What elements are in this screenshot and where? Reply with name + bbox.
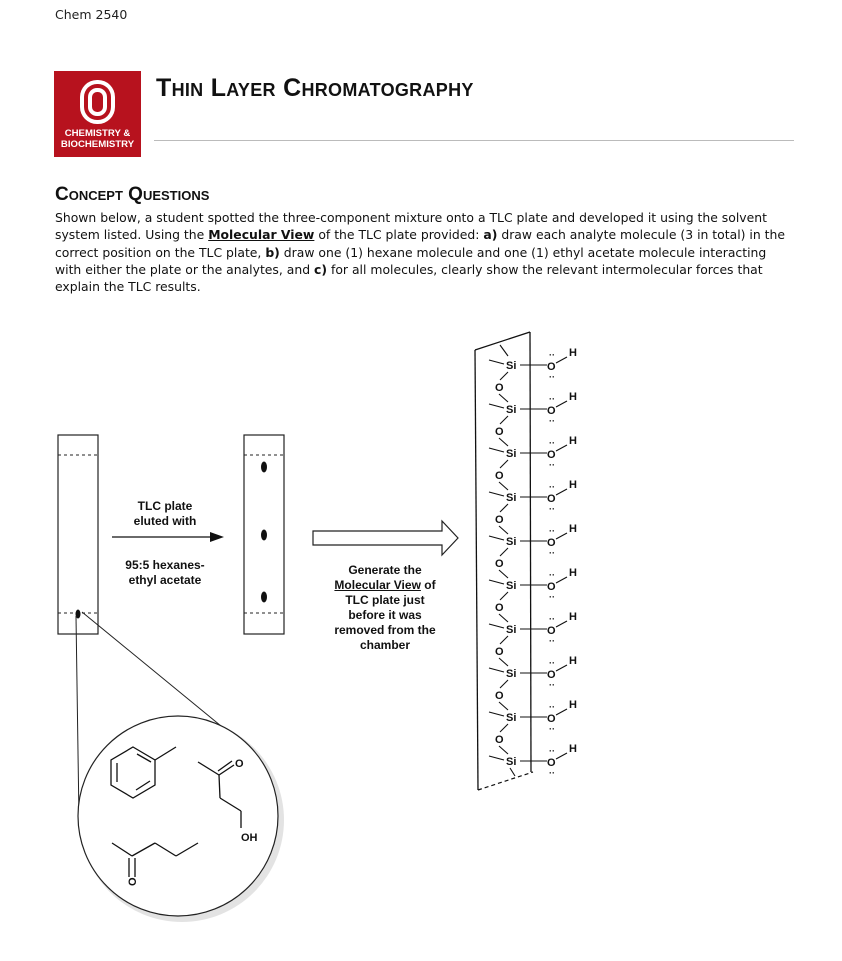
course-label: Chem 2540 (55, 7, 128, 22)
o-si-chain (499, 526, 508, 534)
hydroxyl-oxygen: O (547, 449, 556, 461)
o-si-chain (499, 438, 508, 446)
si-o-chain (500, 372, 508, 380)
si-bond-left (489, 404, 504, 408)
lone-pair-bottom: ·· (549, 680, 555, 690)
para-text-2: of the TLC plate provided: (314, 227, 484, 243)
oh-bond (556, 753, 567, 759)
si-atom: Si (506, 448, 517, 460)
lone-pair-bottom: ·· (549, 636, 555, 646)
si-atom: Si (506, 624, 517, 636)
oh-bond (556, 533, 567, 539)
si-atom: Si (506, 712, 517, 724)
butanone-o-label: O (127, 877, 139, 886)
lone-pair-top: ·· (549, 394, 555, 404)
si-bond-left (489, 712, 504, 716)
bridge-oxygen: O (495, 602, 504, 614)
hydroxyl-hydrogen: H (569, 347, 577, 359)
elution-arrow (112, 532, 224, 542)
oh-bond (556, 577, 567, 583)
lone-pair-top: ·· (549, 702, 555, 712)
oh-bond (556, 489, 567, 495)
para-c-label: c) (314, 261, 328, 277)
hydroxyl-oxygen: O (547, 581, 556, 593)
si-bond-left (489, 360, 504, 364)
silica-plate (475, 332, 533, 790)
bridge-oxygen: O (495, 558, 504, 570)
generate-label-1: Generate the (348, 563, 422, 577)
si-atom: Si (506, 580, 517, 592)
para-a-text: draw each analyte molecule (3 in total) in the correct position on the TLC plate, (55, 227, 785, 260)
hydroxyl-oxygen: O (547, 669, 556, 681)
lone-pair-top: ·· (549, 482, 555, 492)
generate-of: of (420, 578, 436, 592)
para-text-1: Shown below, a student spotted the three-component mixture onto a TLC plate and developed it using the solvent system listed. Using the (55, 210, 767, 243)
generate-molecular-view: Molecular View (334, 578, 421, 592)
hydroxyl-hydrogen: H (569, 699, 577, 711)
solvent-label-2: ethyl acetate (128, 573, 202, 587)
chain-top-end (500, 345, 508, 356)
hydroxyl-oxygen: O (547, 493, 556, 505)
si-o-chain (500, 592, 508, 600)
elution-label (118, 499, 212, 529)
si-bond-left (489, 492, 504, 496)
para-a-label: a) (483, 227, 498, 243)
o-si-chain (499, 746, 508, 754)
lone-pair-bottom: ·· (549, 504, 555, 514)
si-bond-left (489, 580, 504, 584)
o-si-chain (499, 570, 508, 578)
elution-label-2: eluted with (133, 514, 197, 528)
generate-label-6: chamber (359, 638, 411, 652)
hydroxyl-oxygen: O (547, 537, 556, 549)
hydroxyl-oxygen: O (547, 713, 556, 725)
para-b-text: draw one (1) hexane molecule and one (1) ethyl acetate molecule interacting with either the plate or the analytes, and (55, 244, 767, 277)
hydroxyl-oxygen: O (547, 757, 556, 769)
si-bond-left (489, 668, 504, 672)
lone-pair-bottom: ·· (549, 460, 555, 470)
lone-pair-top: ·· (549, 350, 555, 360)
section-heading: Concept Questions (55, 184, 210, 205)
lone-pair-top: ·· (549, 438, 555, 448)
oh-bond (556, 357, 567, 363)
hydroxyl-hydrogen: H (569, 523, 577, 535)
hydroxyl-oxygen: O (547, 625, 556, 637)
si-o-chain (500, 636, 508, 644)
oh-bond (556, 709, 567, 715)
lone-pair-bottom: ·· (549, 768, 555, 778)
lone-pair-bottom: ·· (549, 592, 555, 602)
bridge-oxygen: O (495, 734, 504, 746)
tlc-plate-spotted (58, 435, 98, 634)
o-si-chain (499, 614, 508, 622)
si-o-chain (500, 460, 508, 468)
si-bond-left (489, 624, 504, 628)
zoom-callout (76, 612, 284, 922)
si-o-chain (500, 724, 508, 732)
si-atom: Si (506, 360, 517, 372)
si-o-chain (500, 416, 508, 424)
hydroxyl-hydrogen: H (569, 611, 577, 623)
elution-label-1: TLC plate (137, 499, 193, 513)
lone-pair-bottom: ·· (549, 724, 555, 734)
solvent-label (110, 558, 220, 588)
spot-top (261, 462, 267, 473)
o-si-chain (499, 482, 508, 490)
hydroxyl-hydrogen: H (569, 743, 577, 755)
spot-bottom (261, 592, 267, 603)
lone-pair-bottom: ·· (549, 548, 555, 558)
oh-bond (556, 621, 567, 627)
bridge-oxygen: O (495, 426, 504, 438)
spot-middle (261, 530, 267, 541)
oh-bond (556, 401, 567, 407)
si-bond-left (489, 756, 504, 760)
si-o-chain (500, 504, 508, 512)
hydroxyl-hydrogen: H (569, 655, 577, 667)
hydroxyl-oxygen: O (547, 405, 556, 417)
bridge-oxygen: O (495, 646, 504, 658)
si-atom: Si (506, 756, 517, 768)
page-title: Thin Layer Chromatography (156, 74, 474, 102)
oh-bond (556, 445, 567, 451)
ketone-o-label: O (235, 758, 244, 770)
para-b-label: b) (265, 244, 280, 260)
lone-pair-bottom: ·· (549, 372, 555, 382)
o-si-chain (499, 702, 508, 710)
o-si-chain (499, 394, 508, 402)
generate-label (320, 563, 450, 653)
tlc-plate-developed (244, 435, 284, 634)
bridge-oxygen: O (495, 690, 504, 702)
lone-pair-bottom: ·· (549, 416, 555, 426)
hydroxyl-hydrogen: H (569, 391, 577, 403)
silica-chain (489, 345, 577, 778)
logo-line-1: CHEMISTRY & (64, 128, 131, 139)
si-bond-left (489, 448, 504, 452)
para-c-text: for all molecules, clearly show the relevant intermolecular forces that explain the TLC results. (55, 261, 763, 295)
lone-pair-top: ·· (549, 614, 555, 624)
si-atom: Si (506, 404, 517, 416)
para-molecular-view: Molecular View (208, 227, 315, 243)
hydroxyl-hydrogen: H (569, 435, 577, 447)
generate-label-2 (320, 578, 450, 593)
si-bond-left (489, 536, 504, 540)
chain-bottom-end (510, 768, 515, 776)
generate-label-5: removed from the (334, 623, 436, 637)
solvent-label-1: 95:5 hexanes- (125, 558, 205, 572)
lone-pair-top: ·· (549, 658, 555, 668)
si-atom: Si (506, 536, 517, 548)
lone-pair-top: ·· (549, 570, 555, 580)
generate-label-4: before it was (348, 608, 422, 622)
lone-pair-top: ·· (549, 526, 555, 536)
bridge-oxygen: O (495, 382, 504, 394)
o-si-chain (499, 658, 508, 666)
generate-label-3: TLC plate just (345, 593, 425, 607)
oh-bond (556, 665, 567, 671)
oh-label: OH (241, 832, 258, 844)
si-atom: Si (506, 668, 517, 680)
hydroxyl-hydrogen: H (569, 479, 577, 491)
si-atom: Si (506, 492, 517, 504)
lone-pair-top: ·· (549, 746, 555, 756)
bridge-oxygen: O (495, 514, 504, 526)
logo-line-2: BIOCHEMISTRY (60, 139, 135, 150)
si-o-chain (500, 680, 508, 688)
hydroxyl-oxygen: O (547, 361, 556, 373)
generate-arrow (313, 521, 458, 555)
bridge-oxygen: O (495, 470, 504, 482)
si-o-chain (500, 548, 508, 556)
hydroxyl-hydrogen: H (569, 567, 577, 579)
